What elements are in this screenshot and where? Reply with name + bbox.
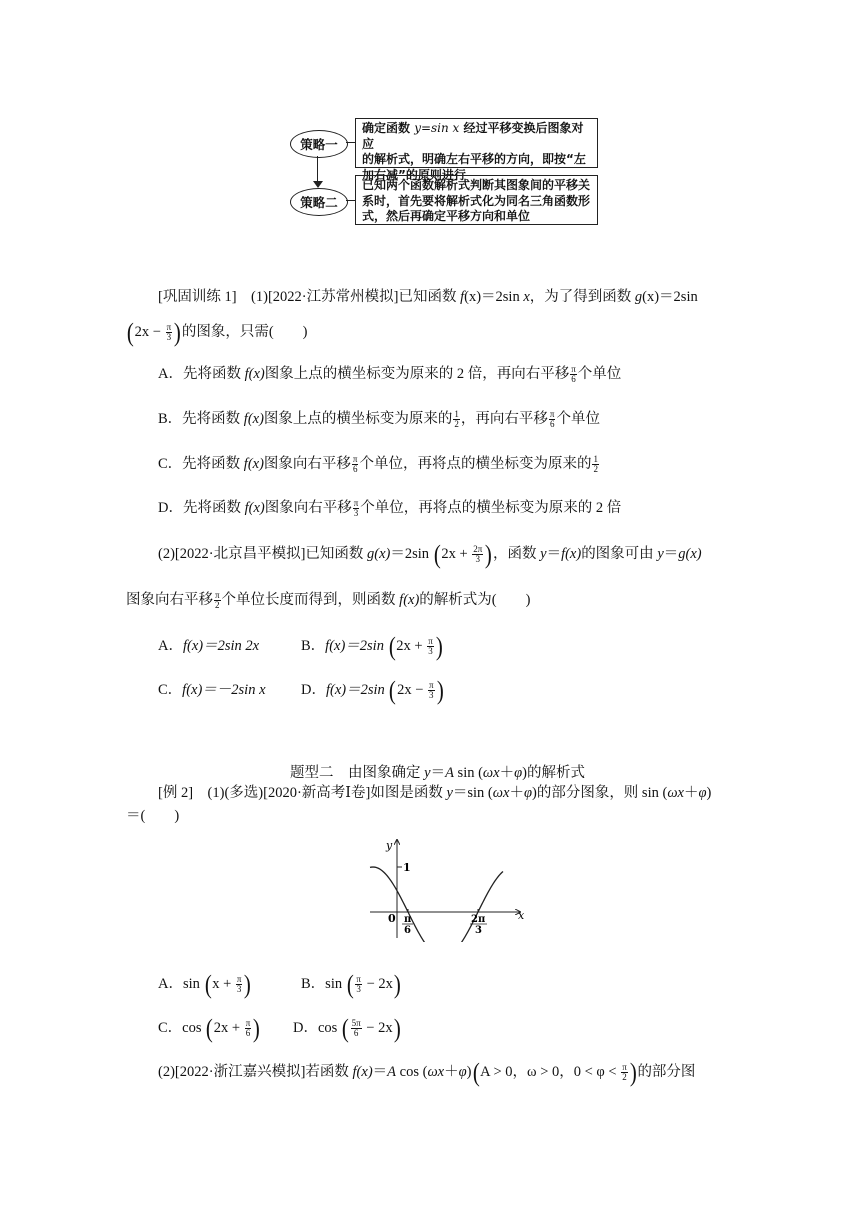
strategy-arrow-head xyxy=(313,181,323,188)
practice1-q2-line1 xyxy=(158,539,702,569)
paren-left: ( xyxy=(126,317,134,347)
q2-line2-a: 图象向右平移 xyxy=(126,592,213,608)
example2-line1 xyxy=(158,783,711,803)
paren-left: ( xyxy=(346,969,354,999)
q2-opt-d-label: D． xyxy=(301,682,326,698)
frac-den: 3 xyxy=(356,984,361,995)
q2-a: (2)[2022·北京昌平模拟]已知函数 xyxy=(158,546,368,562)
opt-c-d: 个单位，再将点的横坐标变为原来的 xyxy=(359,456,592,472)
frac-pi-3 xyxy=(166,323,173,342)
frac-num: π xyxy=(166,322,172,333)
opt-d-a: D．先将函数 xyxy=(158,500,245,516)
sine-graph xyxy=(360,832,530,942)
ex2-q1-e: ＋ xyxy=(509,785,524,801)
q2-c: ＝2sin xyxy=(390,546,433,562)
q2-line2-d: 的解析式为( ) xyxy=(419,592,531,608)
q2-line2-c: f(x) xyxy=(399,592,420,608)
practice1-q1-a: (1)[2022·江苏常州模拟]已知函数 xyxy=(251,289,461,305)
frac-pi-3 xyxy=(355,975,362,994)
section2-title xyxy=(290,761,585,782)
paren-right: ) xyxy=(435,631,443,661)
frac-num: π xyxy=(428,636,433,647)
frac-pi-2 xyxy=(214,591,221,610)
q2-opt-d-inner: 2x − xyxy=(397,682,428,698)
opt-b-a: B．先将函数 xyxy=(158,411,244,427)
paren-left: ( xyxy=(388,631,396,661)
tick-pi6-num: π xyxy=(404,914,412,925)
ex2-q1-d: ωx xyxy=(492,785,510,801)
ex2-q1-c: ＝sin ( xyxy=(452,785,493,801)
frac-den: 3 xyxy=(353,508,359,519)
ex2-q2-e: cos ( xyxy=(396,1064,428,1080)
frac-pi-3 xyxy=(236,975,243,994)
opt-d-d: 个单位，再将点的横坐标变为原来的 2 倍 xyxy=(360,500,622,516)
ex2-q2-tail: 的部分图 xyxy=(637,1064,696,1080)
practice1-q2-option-c xyxy=(158,680,266,700)
q2-opt-c-label: C． xyxy=(158,682,183,698)
frac-pi-6 xyxy=(570,365,577,384)
q2-h: 的图象可由 xyxy=(581,546,658,562)
frac-num: π xyxy=(245,1018,251,1029)
strategy-one-text-a: 确定函数 xyxy=(362,121,415,135)
strategy-two-box xyxy=(355,175,598,225)
s2-h: φ xyxy=(514,765,523,781)
frac-den: 2 xyxy=(622,1072,627,1083)
example2-option-d xyxy=(293,1013,401,1043)
ex2-opt-a: A．sin xyxy=(158,976,204,992)
ex2-q2-inner: A > 0，ω > 0，0 < φ < xyxy=(480,1064,621,1080)
ex2-q1-k: ) xyxy=(706,785,712,801)
frac-pi-2 xyxy=(621,1063,628,1082)
frac-num: π xyxy=(571,364,576,375)
q2-i: y xyxy=(657,546,664,562)
ex2-opt-d-inner: − 2x xyxy=(362,1020,393,1036)
practice1-q1-c: (x)＝2sin xyxy=(464,289,524,305)
ex2-q2-h: φ xyxy=(458,1064,467,1080)
q2-opt-d-expr: f(x)＝2sin xyxy=(325,682,389,698)
ex2-q2-i: ) xyxy=(466,1064,472,1080)
frac-den: 2 xyxy=(454,419,459,430)
one-label: 1 xyxy=(403,861,411,874)
opt-a-c: 图象上点的横坐标变为原来的 2 倍，再向右平移 xyxy=(264,366,570,382)
paren-right: ) xyxy=(253,1013,261,1043)
frac-num: π xyxy=(356,974,361,985)
frac-den: 6 xyxy=(245,1028,251,1039)
strategy-two-oval xyxy=(290,188,348,216)
opt-b-e: 个单位 xyxy=(556,411,600,427)
example2-option-a xyxy=(158,969,252,999)
frac-den: 6 xyxy=(353,1028,359,1039)
frac-pi-3 xyxy=(428,681,435,700)
practice1-q1-d: x xyxy=(523,289,530,305)
strategy-two-line1: 已知两个函数解析式判断其图象间的平移关 xyxy=(362,178,591,192)
frac-num: π xyxy=(352,454,358,465)
strategy-one-line3: 加右减”的原则进行 xyxy=(362,167,466,182)
practice1-q1-b: f xyxy=(460,289,465,305)
frac-den: 3 xyxy=(236,984,242,995)
strategy-one-text-c: 经过平移变换后图象对应 xyxy=(362,121,584,151)
q2-b: g(x) xyxy=(367,546,391,562)
opt-c-a: C．先将函数 xyxy=(158,456,244,472)
frac-den: 3 xyxy=(166,332,172,343)
frac-num: 1 xyxy=(593,454,598,465)
s2-e: sin ( xyxy=(453,765,483,781)
opt-b-c: 图象上点的横坐标变为原来的 xyxy=(263,411,453,427)
practice1-q2-line2 xyxy=(126,590,530,610)
frac-pi-3 xyxy=(427,637,434,656)
practice1-q2-option-a xyxy=(158,636,259,656)
practice1-option-b xyxy=(158,409,600,429)
frac-num: 1 xyxy=(454,409,459,420)
practice1-line1 xyxy=(158,287,698,307)
paren-right: ) xyxy=(244,969,252,999)
frac-den: 3 xyxy=(429,690,434,701)
opt-c-b: f(x) xyxy=(243,456,264,472)
sine-curve xyxy=(370,867,503,942)
ex2-q1-f: φ xyxy=(523,785,532,801)
paren-right: ) xyxy=(629,1057,637,1087)
strategy-one-line2: 的解析式，明确左右平移的方向，即按“左 xyxy=(362,152,586,166)
ex2-opt-a-inner: x + xyxy=(212,976,235,992)
practice1-q1-f: g xyxy=(634,289,643,305)
frac-1-2 xyxy=(592,455,599,474)
frac-den: 2 xyxy=(593,464,598,475)
ex2-opt-d: D．cos xyxy=(293,1020,341,1036)
ex2-opt-b: B．sin xyxy=(301,976,346,992)
paren-right: ) xyxy=(393,1013,401,1043)
q2-line2-b: 个单位长度而得到，则函数 xyxy=(221,592,400,608)
frac-1-2 xyxy=(453,410,460,429)
opt-a-d: 个单位 xyxy=(577,366,622,382)
tick-2pi3-num: 2π xyxy=(471,914,486,925)
opt-d-b: f(x) xyxy=(244,500,265,516)
opt-a-b: f(x) xyxy=(244,366,265,382)
strategy-arrow-line xyxy=(317,156,318,184)
ex2-q1-h: ωx xyxy=(667,785,684,801)
practice1-tag: [巩固训练 1] xyxy=(158,289,237,305)
practice1-q1-g: (x)＝2sin xyxy=(642,289,698,305)
s2-i: )的解析式 xyxy=(522,765,585,781)
practice1-option-a xyxy=(158,364,621,384)
practice1-line2 xyxy=(126,317,308,347)
q2-f: ＝ xyxy=(546,546,562,562)
ex2-q2-f: ωx xyxy=(427,1064,445,1080)
q2-opt-b-label: B． xyxy=(301,638,326,654)
strategy-two-line3: 式，然后再确定平移方向和单位 xyxy=(362,209,531,223)
strategy-one-oval xyxy=(290,130,348,158)
q2-g: f(x) xyxy=(561,546,582,562)
q2-k: g(x) xyxy=(678,546,702,562)
q2-inner: 2x + xyxy=(441,546,472,562)
frac-pi-6 xyxy=(245,1019,252,1038)
q2-opt-b-inner: 2x + xyxy=(396,638,427,654)
frac-num: π xyxy=(236,974,242,985)
opt-b-b: f(x) xyxy=(243,411,264,427)
ex2-q2-c: ＝ xyxy=(372,1064,388,1080)
frac-den: 6 xyxy=(549,419,555,430)
practice1-line2-tail: 的图象，只需( ) xyxy=(181,324,308,340)
example2-option-b xyxy=(301,969,402,999)
ex2-q1-j: φ xyxy=(698,785,707,801)
q2-opt-a-expr: f(x)＝2sin 2x xyxy=(182,638,260,654)
opt-c-c: 图象向右平移 xyxy=(263,456,351,472)
practice1-option-d xyxy=(158,498,621,518)
frac-den: 6 xyxy=(352,464,358,475)
frac-den: 2 xyxy=(215,600,220,611)
strategy-two-line2: 系时，首先要将解析式化为同名三角函数形 xyxy=(362,193,591,208)
ex2-q2-a: (2)[2022·浙江嘉兴模拟]若函数 xyxy=(158,1064,353,1080)
x-axis-label: x xyxy=(518,909,525,922)
frac-num: π xyxy=(215,590,220,601)
frac-num: π xyxy=(549,409,555,420)
origin-label: 0 xyxy=(388,912,396,925)
frac-den: 6 xyxy=(571,374,576,385)
paren-left: ( xyxy=(205,1013,213,1043)
q2-opt-c-expr: f(x)＝－2sin x xyxy=(182,682,266,698)
example2-q2-line1 xyxy=(158,1057,696,1087)
paren-right: ) xyxy=(174,317,181,347)
tick-2pi3-den: 3 xyxy=(475,925,482,936)
frac-5pi-6 xyxy=(351,1019,362,1038)
s2-g: ＋ xyxy=(499,765,515,781)
strategy-one-box xyxy=(355,118,598,182)
strategy-two-label: 策略二 xyxy=(300,195,338,210)
opt-d-c: 图象向右平移 xyxy=(264,500,352,516)
practice1-q1-e: ，为了得到函数 xyxy=(529,289,635,305)
practice1-option-c xyxy=(158,454,600,474)
s2-b: y xyxy=(424,765,431,781)
practice1-q2-option-d xyxy=(301,675,444,705)
frac-pi-3 xyxy=(353,499,360,518)
paren-left: ( xyxy=(472,1057,480,1087)
ex2-q1-i: ＋ xyxy=(684,785,699,801)
paren-right: ) xyxy=(485,539,493,569)
example2-option-c xyxy=(158,1013,261,1043)
frac-den: 3 xyxy=(428,646,433,657)
ex2-opt-b-inner: − 2x xyxy=(362,976,393,992)
ex2-q1-line2: ＝( ) xyxy=(126,808,180,824)
opt-a-a: A．先将函数 xyxy=(158,366,245,382)
paren-left: ( xyxy=(341,1013,349,1043)
frac-num: π xyxy=(353,498,359,509)
frac-pi-6 xyxy=(549,410,556,429)
paren-left: ( xyxy=(204,969,212,999)
s2-c: ＝ xyxy=(430,765,446,781)
q2-d: ，函数 xyxy=(493,546,541,562)
paren-right: ) xyxy=(393,969,401,999)
y-axis-label: y xyxy=(386,839,393,852)
s2-f: ωx xyxy=(482,765,500,781)
frac-num: 2π xyxy=(473,544,483,555)
q2-e: y xyxy=(540,546,547,562)
s2-d: A xyxy=(445,765,454,781)
ex2-q1-a: (1)(多选)[2020·新高考Ⅰ卷]如图是函数 xyxy=(207,785,447,801)
q2-j: ＝ xyxy=(663,546,679,562)
paren-left: ( xyxy=(389,675,397,705)
ex2-q1-b: y xyxy=(446,785,453,801)
q2-opt-a-label: A． xyxy=(158,638,183,654)
paren-left: ( xyxy=(433,539,441,569)
example2-tag: [例 2] xyxy=(158,785,194,801)
opt-b-d: ，再向右平移 xyxy=(460,411,548,427)
ex2-q1-g: )的部分图象，则 sin ( xyxy=(531,785,668,801)
ex2-q2-d: A xyxy=(387,1064,397,1080)
frac-num: 5π xyxy=(351,1018,361,1029)
ex2-opt-c: C．cos xyxy=(158,1020,206,1036)
ex2-q2-g: ＋ xyxy=(444,1064,459,1080)
strategy-one-label: 策略一 xyxy=(300,137,338,152)
q2-opt-b-expr: f(x)＝2sin xyxy=(325,638,388,654)
strategy-one-text-b: y=sin x xyxy=(414,121,460,135)
frac-2pi-3 xyxy=(472,545,483,564)
tick-pi6-den: 6 xyxy=(404,925,411,936)
example2-line2 xyxy=(126,806,179,826)
s2-a: 题型二 由图象确定 xyxy=(290,765,425,781)
frac-num: π xyxy=(429,680,434,691)
ex2-opt-c-inner: 2x + xyxy=(213,1020,244,1036)
ex2-q2-b: f(x) xyxy=(352,1064,373,1080)
frac-pi-6 xyxy=(352,455,359,474)
paren-right: ) xyxy=(436,675,444,705)
practice1-line2-inner: 2x − xyxy=(134,324,165,340)
frac-den: 3 xyxy=(475,554,481,565)
frac-num: π xyxy=(622,1062,627,1073)
practice1-q2-option-b xyxy=(301,631,443,661)
